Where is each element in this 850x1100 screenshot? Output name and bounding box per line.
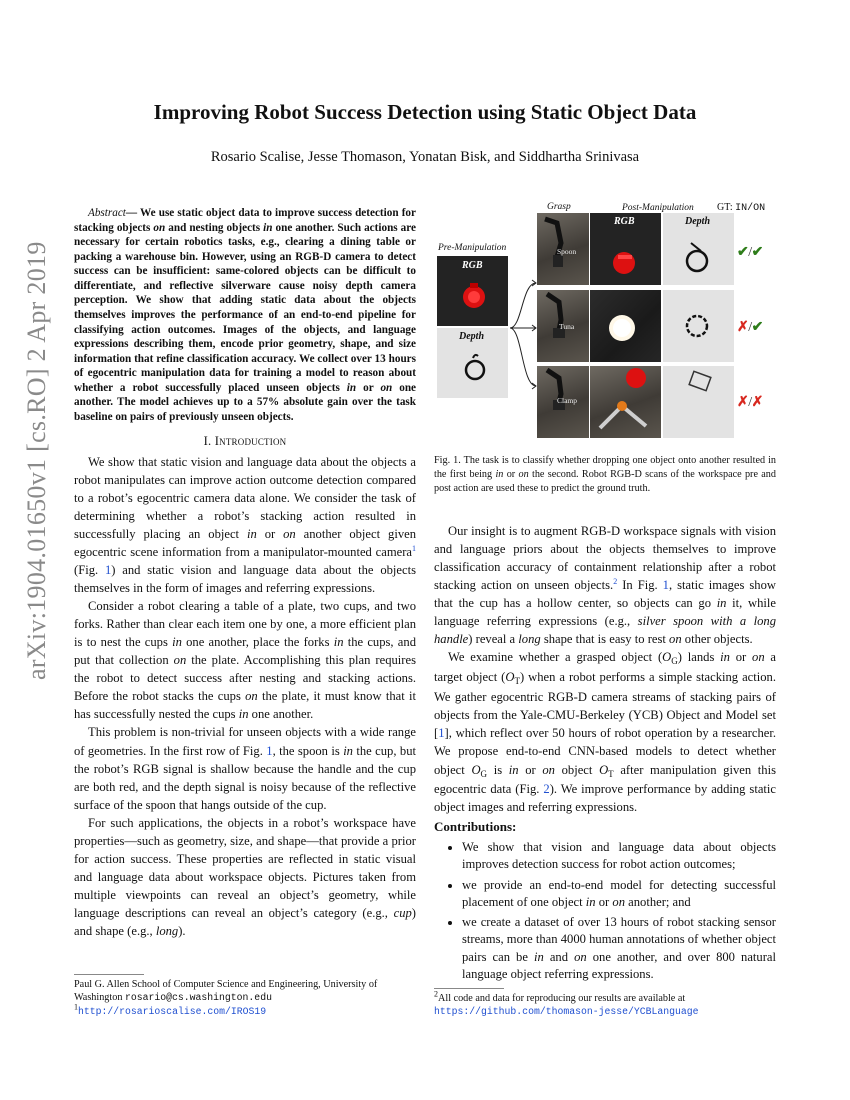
intro-paragraph: Consider a robot clearing a table of a plate, two cups, and two forks. Rather than clear each item one by one, a more efficient plan is to nest the cups in one another, place the forks in the cups, and put that collection on the plate. Accomplishing this plan requires the robot to detect success after nesting and stacking actions. Before the robot stacks the cups on the plate, it must know that it has successfully nested the cups in one another. — [74, 599, 416, 722]
footnote-ref[interactable]: 2 — [613, 577, 618, 586]
intro-paragraph: For such applications, the objects in a robot’s workspace have properties—such as geometry, size, and shape—that provide a prior for action success. These properties are reflected in static visual and language data about workspace objects. Pictures taken from multiple viewpoints can reveal an object’s geometry, while language descriptions can reveal an object’s category (e.g., cup) and shape (e.g., long). — [74, 815, 416, 939]
right-column — [434, 522, 776, 986]
footnote-ref[interactable]: 1 — [412, 543, 416, 553]
grasp-label: Grasp — [547, 202, 571, 212]
result-mark-row-1: ✔/✔ — [737, 245, 763, 260]
footnote-rule — [434, 988, 504, 989]
left-column — [74, 206, 416, 940]
result-mark-row-3: ✗/✗ — [737, 395, 763, 410]
paper-title: Improving Robot Success Detection using Static Object Data — [153, 100, 697, 124]
figure-ref[interactable]: 1 — [662, 578, 669, 593]
grasp-photo-spoon: Spoon — [537, 213, 589, 285]
citation-ref[interactable]: 1 — [438, 726, 445, 741]
post-depth-image: Depth — [663, 213, 734, 285]
figure-ref[interactable]: 1 — [266, 743, 273, 758]
post-depth-image — [663, 290, 734, 362]
figure-1-caption: Fig. 1. The task is to classify whether dropping one object onto another resulted in the first being in or on the second. Robot RGB-D scans of the workspace pre and post action are used these to predict the ground truth. — [434, 455, 777, 494]
list-item: • we provide an end-to-end model for detecting successful placement of one object in or on another; and — [462, 877, 776, 912]
arxiv-identifier: arXiv:1904.01650v1 [cs.RO] 2 Apr 2019 — [22, 241, 51, 680]
footnote-rule — [74, 974, 144, 975]
grasp-photo-tuna: Tuna — [537, 290, 589, 362]
paper-authors: Rosario Scalise, Jesse Thomason, Yonatan Bisk, and Siddhartha Srinivasa — [210, 149, 640, 165]
figure-ref[interactable]: 1 — [104, 562, 112, 577]
contributions-heading: Contributions: — [434, 818, 517, 834]
figure-ref[interactable]: 2 — [543, 782, 550, 797]
post-rgb-image — [590, 366, 661, 438]
section-heading-introduction: I. Introduction — [203, 434, 287, 449]
pre-rgb-image: RGB — [437, 256, 508, 326]
post-manipulation-label: Post-Manipulation — [622, 203, 694, 213]
figure-1 — [434, 198, 779, 444]
github-url-link[interactable]: https://github.com/thomason-jesse/YCBLanguage — [434, 1006, 699, 1018]
abstract-label: Abstract — [88, 207, 126, 219]
intro-paragraph: This problem is non-trivial for unseen objects with a wide range of geometries. In the first row of Fig. 1, the spoon is in the cup, but the robot’s RGB signal is shallow because the handle and the cup are both red, and the depth signal is noisy because of the reflective surface of the spoon that hangs outside of the cup. — [74, 725, 416, 812]
post-rgb-image — [590, 290, 661, 362]
intro-paragraph: Our insight is to augment RGB-D workspace signals with vision and language priors about the objects themselves to improve classification accuracy of containment relationship after a robot stacking action on unseen objects.$^2$ In Fig. 1, static images show that the cup has a hollow center, so objects can go in it, while language referring expressions (e.g., silver spoon with a long handle) reveal a long shape that is easy to rest on other objects. — [434, 524, 776, 647]
grasp-photo-clamp: Clamp — [537, 366, 589, 438]
intro-paragraph: We show that static vision and language data about the objects a robot manipulates can improve action outcome detection compared to a robot’s egocentric camera data alone. We consider the task of determining whether a robot’s stacking action resulted in successfully placing an object in or on another object given egocentric scene information from a manipulator-mounted camera$^1$ (Fig. 1) and static vision and language data about the objects themselves in the form of images and referring expressions. — [74, 454, 417, 595]
code-availability-footnote: $^2$All code and data for reproducing our results are available at https://github.com/thomason-jesse/YCBLanguage — [434, 989, 699, 1018]
abstract: Abstract— We use static object data to improve success detection for stacking objects on and nesting objects in one another. Such actions are necessary for certain robotics tasks, e.g., clearing a dining table or packing a warehouse bin. However, using an RGB-D camera to detect success can be insufficient: same-colored objects can be difficult to differentiate, and reflective silverware cause noisy depth camera perception. We show that adding static data about the objects themselves improves the performance of an end-to-end pipeline for classifying action outcomes. Images of the objects, and language expressions describing them, encode prior geometry, shape, and size information that refine classification accuracy. We collect over 13 hours of egocentric manipulation data for training a model to reason about whether a robot successfully placed unseen objects in or on one another. The model achieves up to a 57% absolute gain over the task baseline on pairs of previously unseen objects. — [74, 207, 417, 423]
post-depth-image — [663, 366, 734, 438]
author-email[interactable]: rosario@cs.washington.edu — [124, 992, 272, 1004]
contributions-list — [434, 839, 776, 983]
project-url-link[interactable]: http://rosarioscalise.com/IROS19 — [78, 1005, 267, 1017]
post-rgb-image: RGB — [590, 213, 661, 285]
list-item: • We show that vision and language data about objects improves detection success for robot action outcomes; — [462, 839, 776, 874]
affiliation-footnote: Paul G. Allen School of Computer Science and Engineering, University of Washington rosario@cs.washington.edu $^1$http://rosarioscalise.com/IROS19 — [74, 979, 378, 1017]
result-mark-row-2: ✗/✔ — [737, 320, 763, 335]
ground-truth-label: GT: IN/ON — [717, 202, 766, 214]
pre-depth-image: Depth — [437, 328, 508, 398]
pre-manipulation-label: Pre-Manipulation — [438, 243, 507, 253]
intro-paragraph: We examine whether a grasped object $(O_G)$ lands in or on a target object $(O_T)$ when a robot performs a simple stacking action. We gather egocentric RGB-D camera streams of stacking pairs of objects from the Yale-CMU-Berkeley (YCB) Object and Model set [1], which reflect over 50 hours of robot operation by a researcher. We propose end-to-end CNN-based models to detect whether object $O_G$ is in or on object $O_T$ after manipulation given this egocentric data (Fig. 2). We improve performance by adding static object images and referring expressions. — [434, 650, 777, 815]
list-item: • we create a dataset of over 13 hours of robot stacking sensor streams, more than 4000 human annotations of whether object pairs can be in and on one another, and over 800 natural language object referring expressions. — [462, 914, 776, 983]
